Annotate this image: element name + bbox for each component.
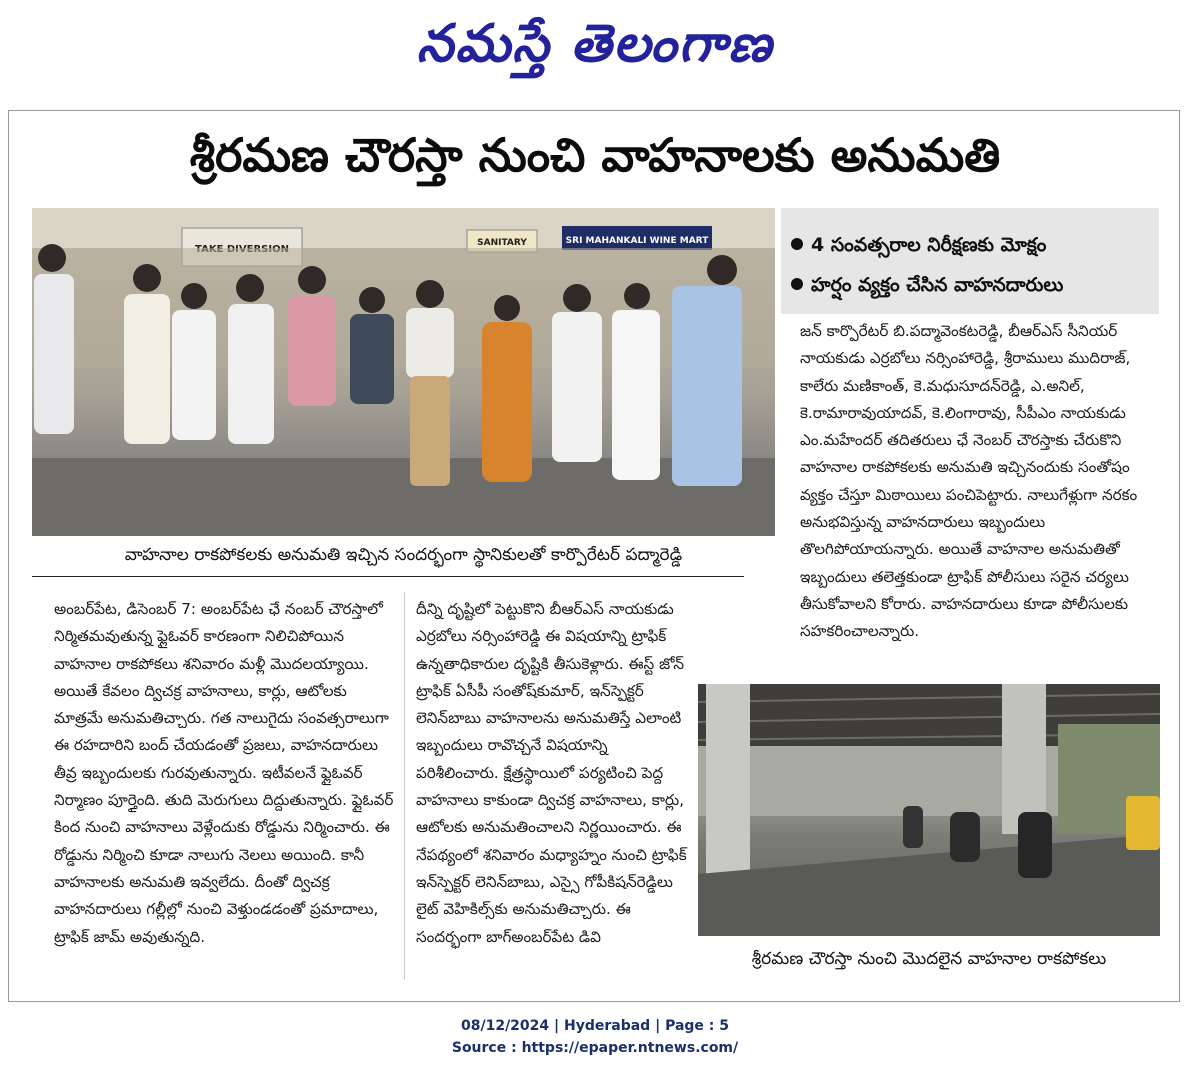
article-column-2: దీన్ని దృష్టిలో పెట్టుకొని బీఆర్ఎస్ నాయకుడు ఎర్రబోలు నర్సింహారెడ్డి ఈ విషయాన్ని ట్రాఫిక్ ఉన్నతాధికారుల దృష్టికి తీసుకెళ్లారు. ఈస్ట్ జోన్ ట్రాఫిక్ ఏసీపీ సంతోష్‌కుమార్, ఇన్‌స్పెక్టర్ లెనిన్‌బాబు వాహనాలను అనుమతిస్తే ఎలాంటి ఇబ్బందులు రావొచ్చనే విషయాన్ని పరిశీలించారు. క్షేత్రస్థాయిలో పర్యటించి పెద్ద వాహనాలు కాకుండా ద్విచక్ర వాహనాలు, కార్లు, ఆటోలకు అనుమతించాలని నిర్ణయించారు. ఈ నేపథ్యంలో శనివారం మధ్యాహ్నం నుంచి ట్రాఫిక్ ఇన్‌స్పెక్టర్ లెనిన్‌బాబు, ఎస్సై గోపీకిషన్‌రెడ్డిలు లైట్ వెహికిల్స్‌కు అనుమతిచ్చారు. ఈ సందర్భంగా బాగ్‌అంబర్‌పేట డివి	[416, 600, 687, 946]
headline: శ్రీరమణ చౌరస్తా నుంచి వాహనాలకు అనుమతి	[189, 128, 1001, 182]
bullet-icon	[791, 278, 803, 290]
article-column-right: జన్ కార్పొరేటర్ బి.పద్మావెంకటరెడ్డి, బీఆర్ఎస్ సీనియర్ నాయకుడు ఎర్రబోలు నర్సింహారెడ్డి, శ్రీరాములు ముదిరాజ్, కాలేరు మణికాంత్, కె.మధుసూదన్‌రెడ్డి, ఎ.అనిల్, కె.రామారావుయాదవ్, కె.లింగారావు, సీపీఎం నాయకుడు ఎం.మహేందర్ తదితరులు ఛే నెంబర్ చౌరస్తాకు చేరుకొని వాహనాల రాకపోకలకు అనుమతి ఇచ్చినందుకు సంతోషం వ్యక్తం చేస్తూ మిఠాయిలు పంచిపెట్టారు. నాలుగేళ్లుగా నరకం అనుభవిస్తున్న వాహనదారులు ఇబ్బందులు తొలగిపోయాయన్నారు. అయితే వాహనాల అనుమతితో ఇబ్బందులు తలెత్తకుండా ట్రాఫిక్ పోలీసులు సరైన చర్యలు తీసుకోవాలని కోరారు. వాహనదారులు కూడా పోలీసులకు సహకరించాలన్నారు.	[800, 322, 1138, 641]
article-column-1: అంబర్‌పేట, డిసెంబర్ 7: అంబర్‌పేట ఛే నంబర్ చౌరస్తాలో నిర్మితమవుతున్న ఫ్లైఓవర్ కారణంగా నిలిచిపోయిన వాహనాల రాకపోకలు శనివారం మళ్లీ మొదలయ్యాయి. అయితే కేవలం ద్విచక్ర వాహనాలు, కార్లు, ఆటోలకు మాత్రమే అనుమతిచ్చారు. గత నాలుగైదు సంవత్సరాలుగా ఈ రహదారిని బంద్ చేయడంతో ప్రజలు, వాహనదారులు తీవ్ర ఇబ్బందులకు గురవుతున్నారు. ఇటీవలనే ఫ్లైఓవర్ నిర్మాణం పూర్తైంది. తుది మెరుగులు దిద్దుతున్నారు. ఫ్లైఓవర్ కింద నుంచి వాహనాలు వెళ్లేందుకు రోడ్డును నిర్మించారు. ఈ రోడ్డును నిర్మించి కూడా నాలుగు నెలలు అయింది. కానీ వాహనాలకు అనుమతి ఇవ్వలేదు. దీంతో ద్విచక్ర వాహనదారులు గల్లీల్లో నుంచి వెళ్తుండడంతో ప్రమాదాలు, ట్రాఫిక్ జామ్ అవుతున్నది.	[54, 600, 394, 946]
masthead-logo: నమస్తే తెలంగాణ	[416, 13, 774, 74]
column-divider	[404, 592, 405, 980]
sign-wine-mart: SRI MAHANKALI WINE MART	[565, 236, 709, 246]
subhead-item-2	[791, 270, 1063, 300]
flyover-pillar-right	[1002, 684, 1046, 834]
flyover-photo-illustration	[698, 684, 1160, 936]
road-surface	[698, 834, 1160, 936]
section-rule	[32, 576, 744, 577]
photo-caption-main: వాహనాల రాకపోకలకు అనుమతి ఇచ్చిన సందర్భంగా స్థానికులతో కార్పొరేటర్ పద్మారెడ్డి	[124, 545, 683, 565]
group-photo	[32, 208, 775, 536]
source-link[interactable]: Source : https://epaper.ntnews.com/	[451, 1040, 739, 1056]
group-photo-illustration	[32, 208, 775, 536]
flyover-photo	[698, 684, 1160, 936]
subhead-item-1	[791, 230, 1046, 260]
auto-rickshaw	[1126, 796, 1160, 850]
sign-sanitary: SANITARY	[477, 238, 527, 248]
subhead-text-2: హర్షం వ్యక్తం చేసిన వాహనదారులు	[811, 274, 1064, 296]
subhead-text-1: 4 సంవత్సరాల నిరీక్షణకు మోక్షం	[811, 234, 1047, 256]
edition-info: 08/12/2024 | Hyderabad | Page : 5	[460, 1018, 730, 1034]
flyover-pillar-left	[706, 684, 750, 874]
photo-caption-flyover: శ్రీరమణ చౌరస్తా నుంచి మొదలైన వాహనాల రాకపోకలు	[751, 949, 1107, 969]
subhead-box	[781, 208, 1159, 314]
bullet-icon	[791, 238, 803, 250]
